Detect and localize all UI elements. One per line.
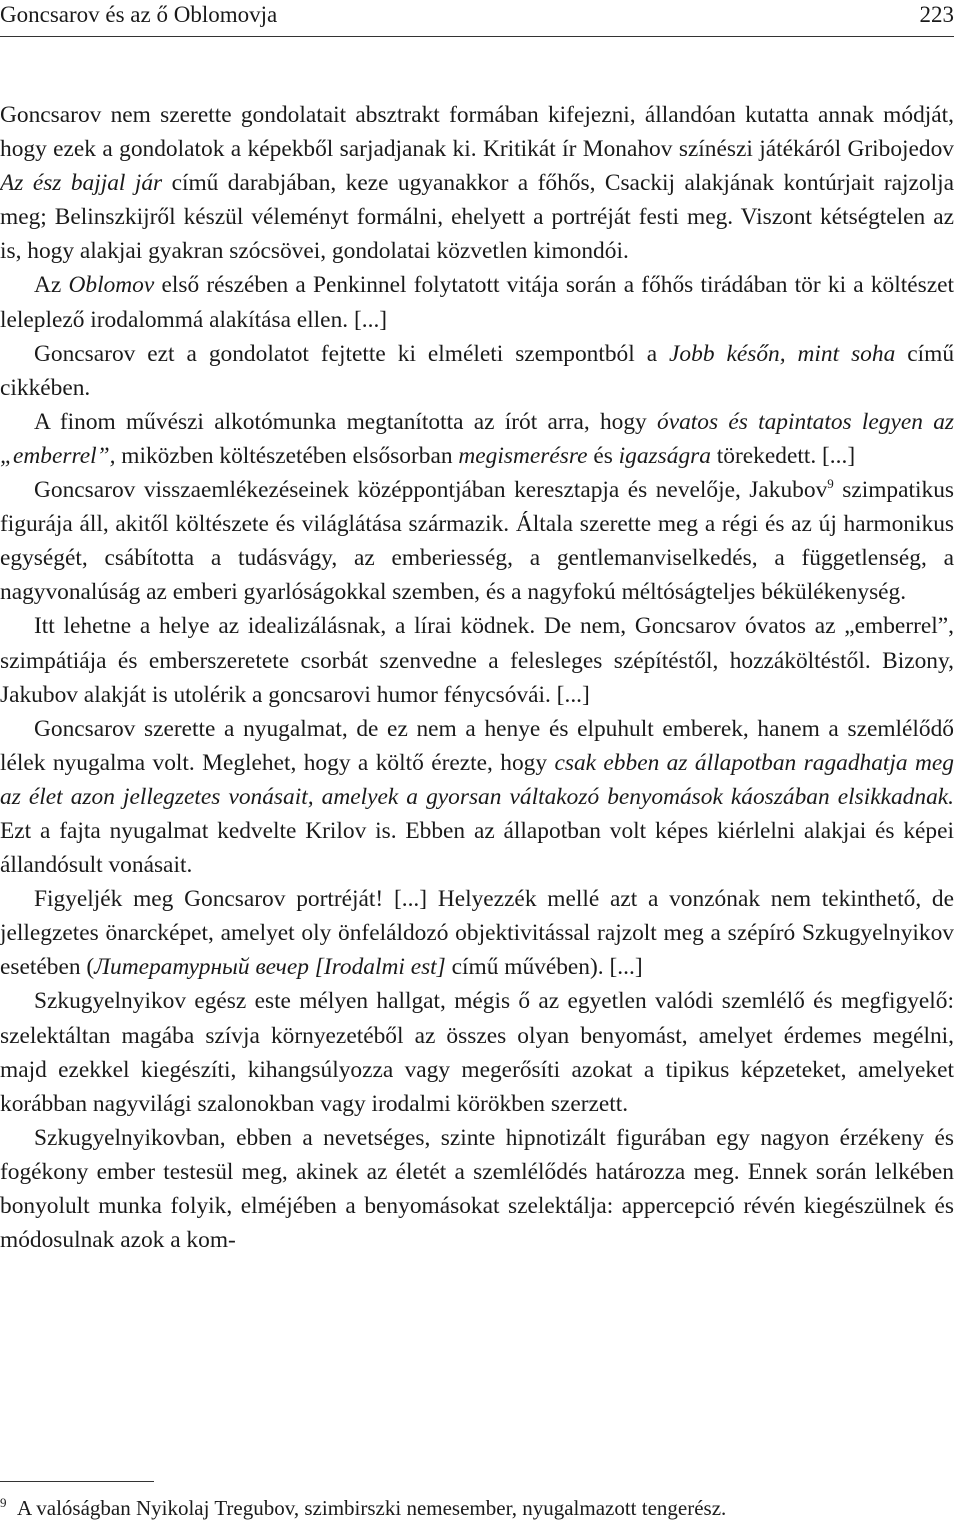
header-rule xyxy=(0,36,954,37)
text-run: miközben költészetében elsősorban xyxy=(115,442,459,469)
footnote-text: A valóságban Nyikolaj Tregubov, szimbirszki nemesember, nyugalmazott tengerész. xyxy=(17,1496,727,1520)
paragraph xyxy=(0,268,954,336)
footnote-rule xyxy=(0,1481,154,1482)
text-run: Szkugyelnyikovban, ebben a nevetséges, szinte hipnotizált figurában egy nagyon érzékeny és fogékony ember testesül meg, akinek az életét a szemlélődés határozza meg. Ennek során lelkében bonyolult munka folyik, elméjében a benyomásokat szelektálja: appercepció révén kiegészülnek és módosulnak azok a kom- xyxy=(0,1124,954,1254)
text-run: Goncsarov ezt a gondolatot fejtette ki elméleti szempontból a xyxy=(34,340,670,367)
page-number: 223 xyxy=(919,2,954,27)
text-run: első részében a Penkinnel folytatott vitája során a főhős tirádában tör ki a költészet leleplező irodalommá alakítása ellen. [...] xyxy=(0,272,954,333)
text-run: Itt lehetne a helye az idealizálásnak, a lírai ködnek. De nem, Goncsarov óvatos az „emberrel”, szimpátiája és emberszeretete csorbát szenvedne a felesleges szépítéstől, hozzáköltéstől. Bizony, Jakubov alakját is utolérik a goncsarovi humor fénycsóvái. [...] xyxy=(0,613,954,708)
text-run: című darabjában, keze ugyanakkor a főhős, Csackij alakjának kontúrjait rajzolja meg; Belinszkijről készül véleményt formálni, ehelyett a portréját festi meg. Viszont kétségtelen az is, hogy alakjai gyakran szócsövei, gondolatai közvetlen kimondói. xyxy=(0,170,954,265)
paragraph xyxy=(0,1121,954,1257)
paragraph xyxy=(0,405,954,473)
text-run: című cikkében. xyxy=(0,340,955,401)
italic-run: Az ész bajjal jár xyxy=(0,170,163,197)
footnote-reference: 9 xyxy=(827,476,834,492)
paragraph xyxy=(0,473,954,609)
text-run: Goncsarov szerette a nyugalmat, de ez nem a henye és elpuhult emberek, hanem a szemlélődő lélek nyugalma volt. Meglehet, hogy a költő érezte, hogy xyxy=(0,715,954,776)
italic-run: óvatos és tapintatos legyen az „emberrel”, xyxy=(0,408,954,469)
text-run: és xyxy=(587,442,619,469)
text-run: Az xyxy=(34,272,69,299)
paragraph xyxy=(0,98,954,268)
running-head-title: Goncsarov és az ő Oblomovja xyxy=(0,2,278,27)
footnote-number: 9 xyxy=(0,1495,7,1510)
italic-run: Jobb későn, mint soha xyxy=(669,340,896,367)
italic-run: Oblomov xyxy=(68,272,155,299)
italic-run: igazságra xyxy=(618,442,711,469)
text-run: A finom művészi alkotómunka megtanította az írót arra, hogy xyxy=(34,408,657,435)
text-run: Figyeljék meg Goncsarov portréját! [...] Helyezzék mellé azt a vonzónak nem tekinthető, de jellegzetes önarcképet, amelyet oly önfeláldozó objektivitással rajzolt meg a szépíró Szkugyelnyikov esetében ( xyxy=(0,886,954,981)
paragraph xyxy=(0,882,954,984)
paragraph xyxy=(0,609,954,711)
text-run: Ezt a fajta nyugalmat kedvelte Krilov is. Ebben az állapotban volt képes kiérlelni alakjai és képei állandósult vonásait. xyxy=(0,817,954,879)
running-head xyxy=(0,0,954,36)
text-run: Szkugyelnyikov egész este mélyen hallgat, mégis ő az egyetlen valódi szemlélő és megfigyelő: szelektáltan magába szívja környezetéből az összes olyan benyomást, amelyet érdemes megélni, majd ezekkel kiegészíti, kihangsúlyozza vagy megerősíti azokat a tipikus képzeteket, amelyeket korábban nagyvilági szalonokban vagy irodalmi körökben szerzett. xyxy=(0,988,954,1117)
italic-run: megismerésre xyxy=(458,442,588,469)
footnote xyxy=(0,1494,954,1522)
text-run: című művében). [...] xyxy=(445,954,643,981)
italic-run: Литературный вечер [Irodalmi est] xyxy=(94,954,446,981)
paragraph xyxy=(0,984,954,1120)
text-run: törekedett. [...] xyxy=(710,442,856,469)
body-text xyxy=(0,98,954,1257)
paragraph xyxy=(0,712,954,882)
italic-run: csak ebben az állapotban ragadhatja meg az élet azon jellegzetes vonásait, amelyek a gyorsan váltakozó benyomások káoszában elsikkadnak. xyxy=(0,749,954,810)
text-run: Goncsarov visszaemlékezéseinek középpontjában keresztapja és nevelője, Jakubov xyxy=(34,477,828,504)
text-run: Goncsarov nem szerette gondolatait absztrakt formában kifejezni, állandóan kutatta annak módját, hogy ezek a gondolatok a képekből sarjadjanak ki. Kritikát ír Monahov színészi játékáról Gribojedov xyxy=(0,102,954,163)
paragraph xyxy=(0,337,954,405)
text-run: szimpatikus figurája áll, akitől költészete és világlátása származik. Általa szerette meg a régi és az új harmonikus egységét, csábította a tudásvágy, az emberiesség, a gentlemanviselkedés, a függetlenség, a nagyvonalúság az emberi gyarlóságokkal szemben, és a nagyfokú méltóságteljes békülékenység. xyxy=(0,477,954,606)
